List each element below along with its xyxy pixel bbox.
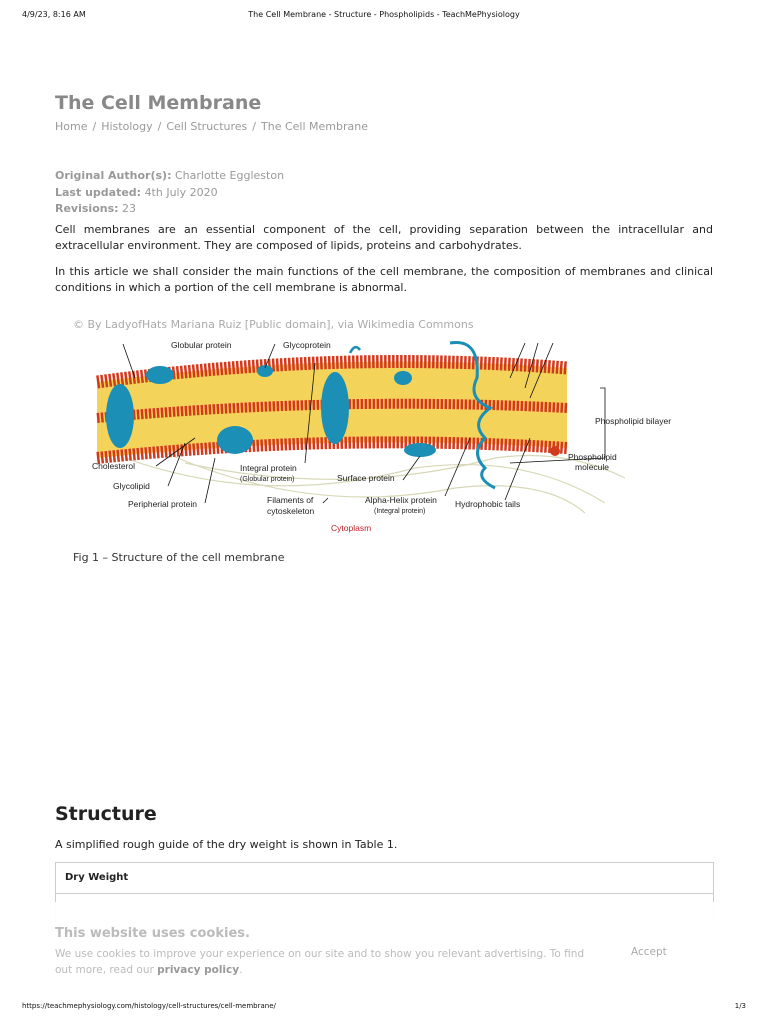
revisions-label: Revisions:: [55, 202, 119, 215]
breadcrumb-cell-structures[interactable]: Cell Structures: [166, 120, 248, 133]
label-globular-protein: Globular protein: [171, 340, 232, 350]
label-integral-protein: Integral protein: [240, 463, 297, 473]
breadcrumb-histology[interactable]: Histology: [101, 120, 153, 133]
author-name: Charlotte Eggleston: [174, 169, 285, 182]
breadcrumb-current: The Cell Membrane: [261, 120, 368, 133]
breadcrumb: Home / Histology / Cell Structures / The Cell Membrane: [55, 120, 368, 133]
label-cytoskeleton: cytoskeleton: [267, 506, 315, 516]
cookie-text-block: We use cookies to improve your experience on our site and to show you relevant advertising. To find out more, read our privacy policy.: [55, 948, 585, 976]
label-alpha-helix-sub: (Integral protein): [374, 508, 426, 515]
label-surface-protein: Surface protein: [337, 473, 395, 483]
print-doc-title: The Cell Membrane - Structure - Phospholipids - TeachMePhysiology: [248, 10, 520, 19]
figure-caption: Fig 1 – Structure of the cell membrane: [73, 551, 285, 564]
updated-date: 4th July 2020: [144, 185, 218, 199]
label-filaments: Filaments of: [267, 495, 314, 505]
label-phospholipid: Phospholipid: [568, 452, 617, 462]
label-glycoprotein: Glycoprotein: [283, 340, 331, 350]
intro-paragraph: Cell membranes are an essential component of the cell, providing separation between the intracellular and extracellular environment. They are composed of lipids, proteins and carbohydrates.: [55, 223, 713, 252]
label-peripheral-protein: Peripherial protein: [128, 499, 197, 509]
article-scope-paragraph: In this article we shall consider the main functions of the cell membrane, the composition of membranes and clinical conditions in which a portion of the cell membrane is abnormal.: [55, 265, 713, 294]
article-meta: [55, 168, 284, 218]
structure-heading: Structure: [55, 803, 157, 825]
cell-membrane-diagram: [85, 338, 685, 538]
label-alpha-helix-protein: Alpha-Helix protein: [365, 495, 437, 505]
structure-text: A simplified rough guide of the dry weight is shown in Table 1.: [55, 838, 398, 851]
print-url: https://teachmephysiology.com/histology/cell-structures/cell-membrane/: [22, 1002, 276, 1010]
revisions-count: 23: [122, 202, 137, 215]
label-cholesterol: Cholesterol: [92, 461, 135, 471]
cookie-title: This website uses cookies.: [55, 926, 250, 941]
cookie-text: We use cookies to improve your experience on our site and to show you relevant advertising. To find out more, read our: [55, 948, 585, 976]
print-footer: [22, 1002, 746, 1010]
page-title: The Cell Membrane: [55, 92, 262, 114]
print-page-number: 1/3: [734, 1002, 746, 1010]
table-header-dry-weight: Dry Weight: [56, 863, 713, 894]
author-label: Original Author(s):: [55, 169, 172, 182]
label-phospholipid-bilayer: Phospholipid bilayer: [595, 416, 672, 426]
breadcrumb-home[interactable]: Home: [55, 120, 88, 133]
print-datetime: 4/9/23, 8:16 AM: [22, 10, 86, 19]
accept-cookies-button[interactable]: Accept: [631, 946, 667, 958]
privacy-policy-link[interactable]: privacy policy: [157, 964, 240, 976]
image-credit: © By LadyofHats Mariana Ruiz [Public domain], via Wikimedia Commons: [73, 318, 474, 331]
updated-label: Last updated:: [55, 185, 142, 199]
label-cytoplasm: Cytoplasm: [331, 523, 372, 533]
cookie-banner: [0, 902, 768, 988]
label-glycolipid: Glycolipid: [113, 481, 150, 491]
label-hydrophobic-tails: Hydrophobic tails: [455, 499, 521, 509]
label-integral-protein-sub: (Globular protein): [240, 476, 295, 483]
label-molecule: molecule: [575, 462, 610, 472]
